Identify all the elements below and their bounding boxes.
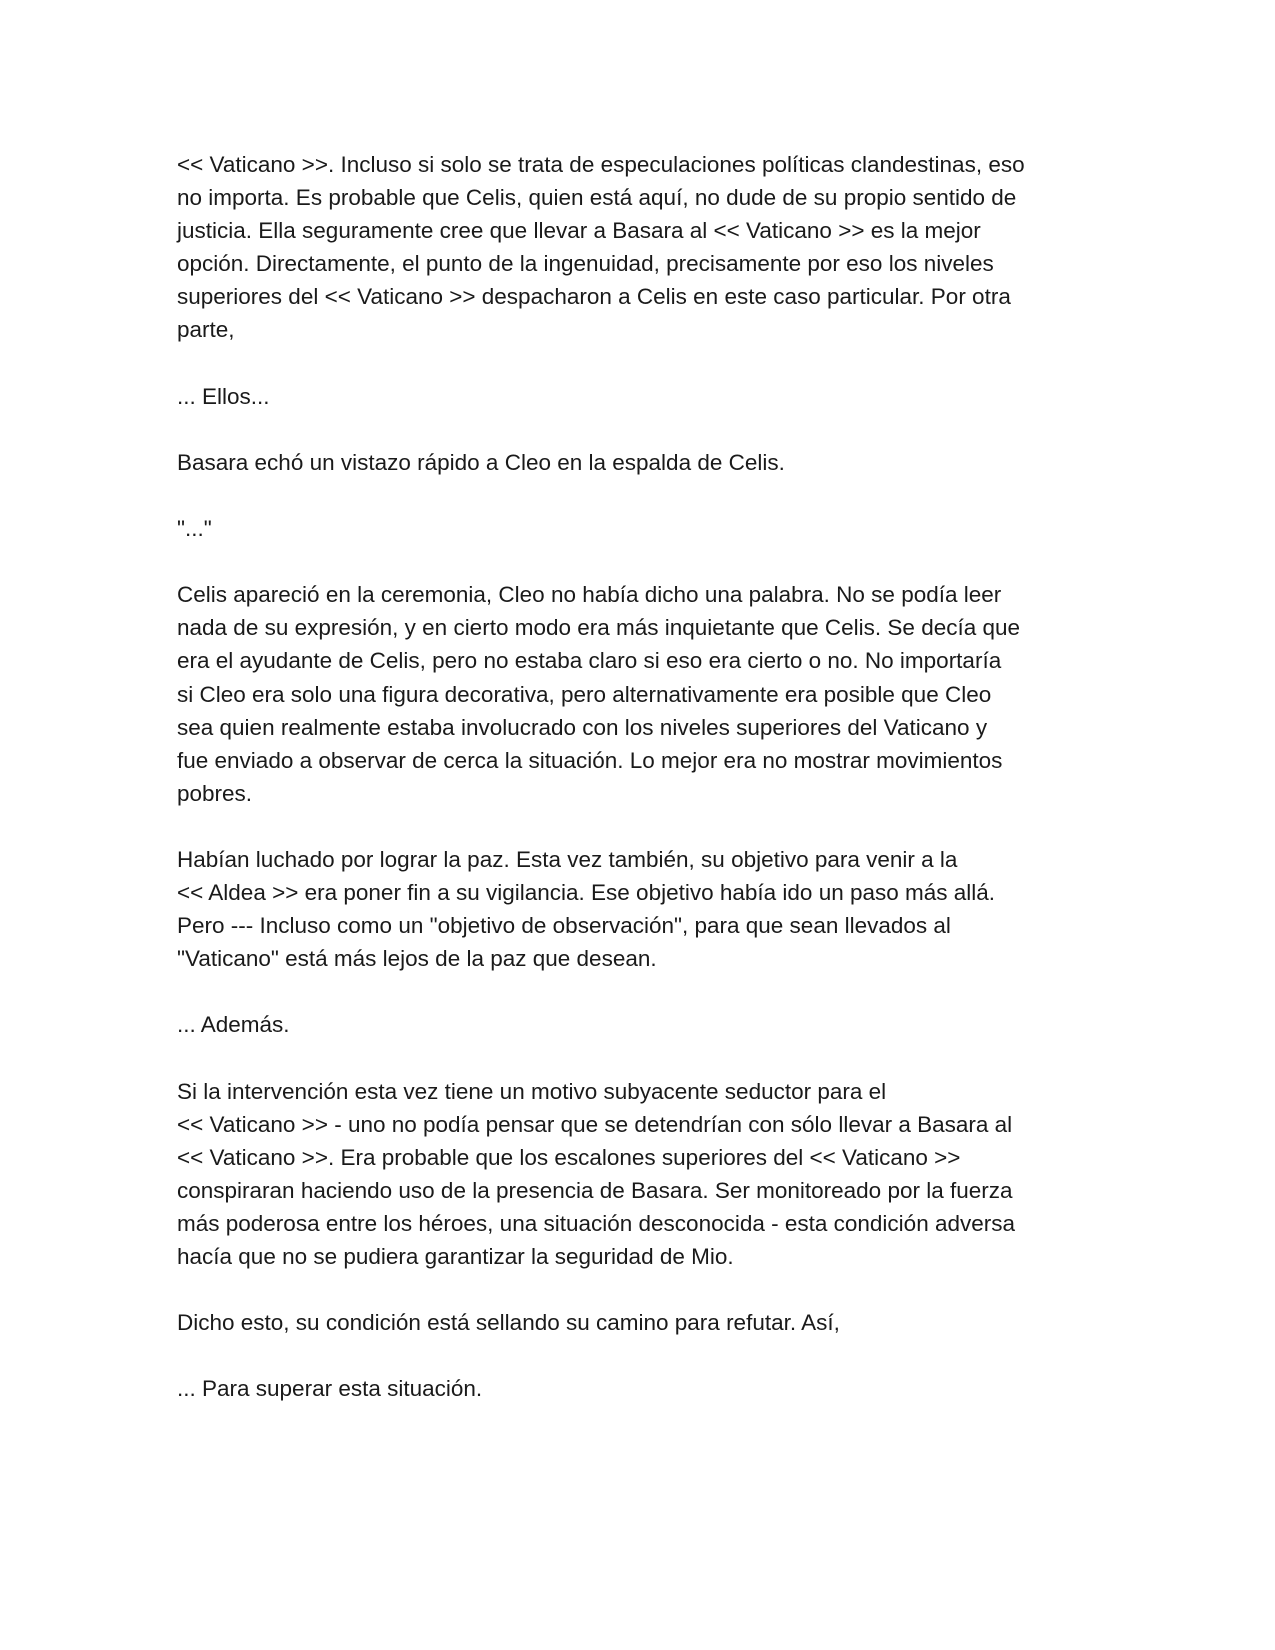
text-line: superiores del << Vaticano >> despacharon a Celis en este caso particular. Por otra [177, 284, 1011, 310]
text-line: justicia. Ella seguramente cree que llevar a Basara al << Vaticano >> es la mejor [177, 218, 981, 244]
text-line: Dicho esto, su condición está sellando su camino para refutar. Así, [177, 1310, 840, 1336]
text-line: "..." [177, 516, 212, 542]
paragraph [177, 1008, 1112, 1041]
paragraph [177, 578, 1112, 810]
text-line: Pero --- Incluso como un "objetivo de observación", para que sean llevados al [177, 913, 951, 939]
document-body [177, 148, 1112, 1439]
paragraph [177, 380, 1112, 413]
text-line: Celis apareció en la ceremonia, Cleo no había dicho una palabra. No se podía leer [177, 582, 1002, 608]
paragraph [177, 1075, 1112, 1274]
text-line: opción. Directamente, el punto de la ingenuidad, precisamente por eso los niveles [177, 251, 994, 277]
text-line: conspiraran haciendo uso de la presencia de Basara. Ser monitoreado por la fuerza [177, 1177, 1013, 1203]
text-line: Habían luchado por lograr la paz. Esta vez también, su objetivo para venir a la [177, 846, 958, 872]
text-line: sea quien realmente estaba involucrado con los niveles superiores del Vaticano y [177, 714, 988, 740]
text-line: fue enviado a observar de cerca la situación. Lo mejor era no mostrar movimientos [177, 747, 1003, 773]
paragraph [177, 843, 1112, 975]
paragraph [177, 446, 1112, 479]
text-line: si Cleo era solo una figura decorativa, pero alternativamente era posible que Cleo [177, 681, 992, 707]
text-line: no importa. Es probable que Celis, quien está aquí, no dude de su propio sentido de [177, 185, 1017, 211]
text-line: era el ayudante de Celis, pero no estaba claro si eso era cierto o no. No importaría [177, 648, 1002, 674]
paragraph [177, 1372, 1112, 1405]
text-line: "Vaticano" está más lejos de la paz que desean. [177, 946, 657, 972]
text-line: Si la intervención esta vez tiene un motivo subyacente seductor para el [177, 1078, 887, 1104]
text-line: ... Además. [177, 1012, 290, 1038]
text-line: más poderosa entre los héroes, una situación desconocida - esta condición adversa [177, 1211, 1016, 1236]
text-line: ... Ellos... [177, 383, 270, 409]
text-line: << Vaticano >>. Era probable que los escalones superiores del << Vaticano >> [177, 1144, 961, 1170]
text-line: hacía que no se pudiera garantizar la seguridad de Mio. [177, 1244, 734, 1270]
text-line: pobres. [177, 780, 253, 806]
text-line: << Vaticano >>. Incluso si solo se trata de especulaciones políticas clandestinas, eso [177, 152, 1025, 177]
text-line: << Vaticano >> - uno no podía pensar que se detendrían con sólo llevar a Basara al [177, 1111, 1013, 1137]
paragraph [177, 1306, 1112, 1339]
text-line: << Aldea >> era poner fin a su vigilancia. Ese objetivo había ido un paso más allá. [177, 880, 996, 906]
text-line: parte, [177, 317, 235, 343]
paragraph [177, 148, 1112, 347]
paragraph [177, 512, 1112, 545]
text-line: nada de su expresión, y en cierto modo era más inquietante que Celis. Se decía que [177, 615, 1021, 641]
text-line: ... Para superar esta situación. [177, 1376, 483, 1402]
text-line: Basara echó un vistazo rápido a Cleo en la espalda de Celis. [177, 449, 785, 475]
